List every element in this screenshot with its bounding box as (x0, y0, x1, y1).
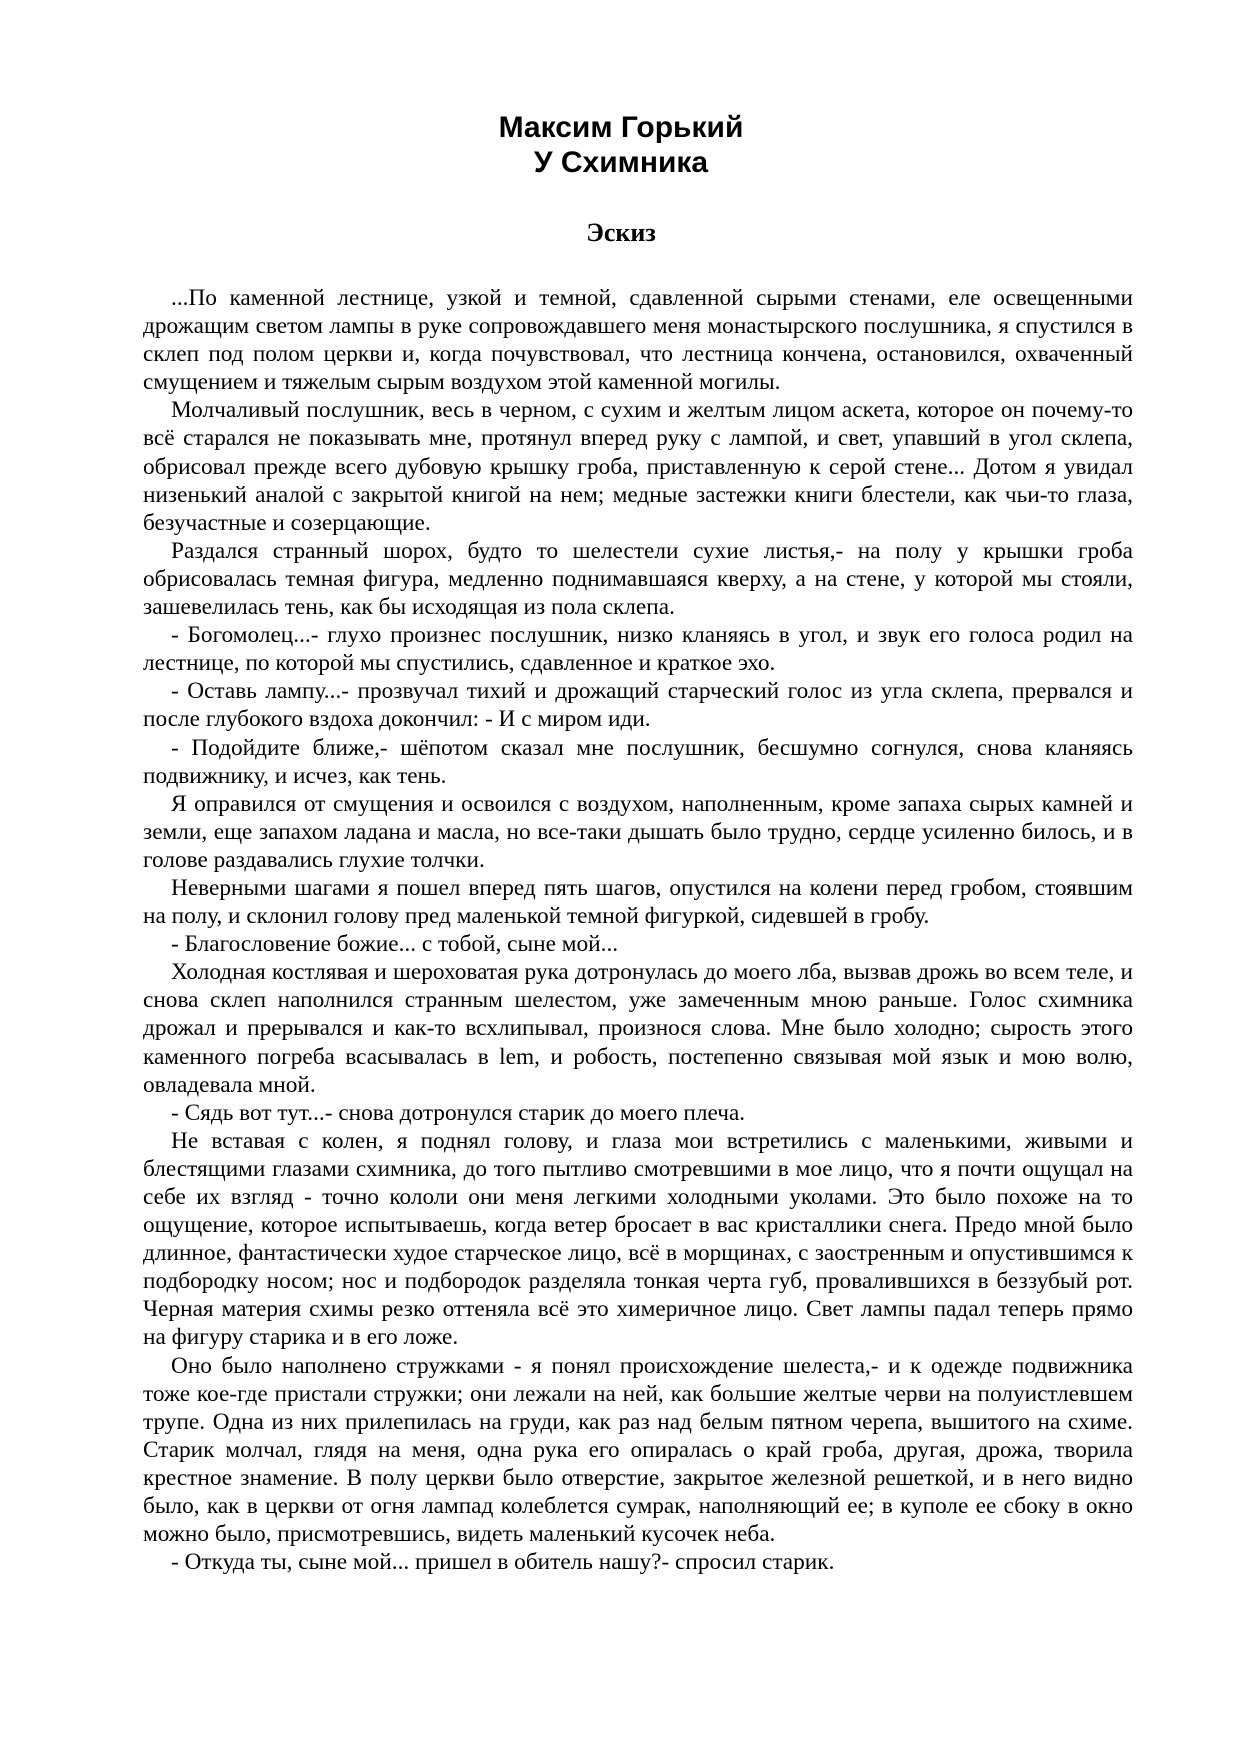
author-name: Максим Горький (498, 111, 744, 144)
paragraph: Молчаливый послушник, весь в черном, с сухим и желтым лицом аскета, которое он почему-то всё старался не показывать мне, протянул вперед руку с лампой, и свет, упавший в угол склепа, обрисовал прежде всего дубовую крышку гроба, приставленную к серой стене... Дотом я увидал низенький аналой с закрытой книгой на нем; медные застежки книги блестели, как чьи-то глаза, безучастные и созерцающие. (143, 397, 1133, 536)
paragraph: Раздался странный шорох, будто то шелестели сухие листья,- на полу у крышки гроба обрисовалась темная фигура, медленно поднимавшаяся кверху, а на стене, у которой мы стояли, зашевелилась тень, как бы исходящая из пола склепа. (143, 537, 1133, 621)
paragraph: - Благословение божие... с тобой, сыне мой... (171, 931, 619, 958)
paragraph: Неверными шагами я пошел вперед пять шагов, опустился на колени перед гробом, стоявшим на полу, и склонил голову пред маленькой темной фигуркой, сидевшей в гробу. (143, 874, 1133, 930)
document-title: У Схимника (533, 146, 709, 179)
document-subtitle: Эскиз (586, 218, 656, 247)
paragraph: Оно было наполнено стружками - я понял происхождение шелеста,- и к одежде подвижника тоже кое-где пристали стружки; они лежали на ней, как большие желтые черви на полуистлевшем трупе. Одна из них прилепилась на груди, как раз над белым пятном черепа, вышитого на схиме. Старик молчал, глядя на меня, одна рука его опиралась о край гроба, другая, дрожа, творила крестное знамение. В полу церкви было отверстие, закрытое железной решеткой, и в него видно было, как в церкви от огня лампад колеблется сумрак, наполняющий ее; в куполе ее сбоку в окно можно было, присмотревшись, видеть маленький кусочек неба. (143, 1352, 1133, 1548)
paragraph: - Богомолец...- глухо произнес послушник, низко кланяясь в угол, и звук его голоса родил на лестнице, по которой мы спустились, сдавленное и краткое эхо. (143, 622, 1133, 677)
paragraph: ...По каменной лестнице, узкой и темной, сдавленной сырыми стенами, еле освещенными дрожащим светом лампы в руке сопровождавшего меня монастырского послушника, я спустился в склеп под полом церкви и, когда почувствовал, что лестница кончена, остановился, охваченный смущением и тяжелым сырым воздухом этой каменной могилы. (143, 285, 1133, 396)
paragraph: - Откуда ты, сыне мой... пришел в обитель нашу?- спросил старик. (171, 1549, 835, 1576)
document-header (0, 110, 1242, 180)
body-text (143, 284, 1133, 1576)
paragraph: - Оставь лампу...- прозвучал тихий и дрожащий старческий голос из угла склепа, прервался и после глубокого вздоха докончил: - И с миром иди. (143, 678, 1133, 733)
paragraph: Я оправился от смущения и освоился с воздухом, наполненным, кроме запаха сырых камней и земли, еще запахом ладана и масла, но все-таки дышать было трудно, сердце усиленно билось, и в голове раздавались глухие толчки. (143, 790, 1133, 873)
paragraph: - Сядь вот тут...- снова дотронулся старик до моего плеча. (171, 1099, 746, 1126)
paragraph: - Подойдите ближе,- шёпотом сказал мне послушник, бесшумно согнулся, снова кланяясь подвижнику, и исчез, как тень. (143, 734, 1133, 789)
paragraph: Не вставая с колен, я поднял голову, и глаза мои встретились с маленькими, живыми и блестящими глазами схимника, до того пытливо смотревшими в мое лицо, что я почти ощущал на себе их взгляд - точно кололи они меня легкими холодными уколами. Это было похоже на то ощущение, которое испытываешь, когда ветер бросает в вас кристаллики снега. Предо мной было длинное, фантастически худое старческое лицо, всё в морщинах, с заостренным и опустившимся к подбородку носом; нос и подбородок разделяла тонкая черта губ, провалившихся в беззубый рот. Черная материя схимы резко оттеняла всё это химеричное лицо. Свет лампы падал теперь прямо на фигуру старика и в его ложе. (143, 1127, 1133, 1351)
paragraph: Холодная костлявая и шероховатая рука дотронулась до моего лба, вызвав дрожь во всем теле, и снова склеп наполнился странным шелестом, уже замеченным мною раньше. Голос схимника дрожал и прерывался и как-то всхлипывал, произнося слова. Мне было холодно; сырость этого каменного погреба всасывалась в lem, и робость, постепенно связывая мой язык и мою волю, овладевала мной. (143, 959, 1133, 1098)
